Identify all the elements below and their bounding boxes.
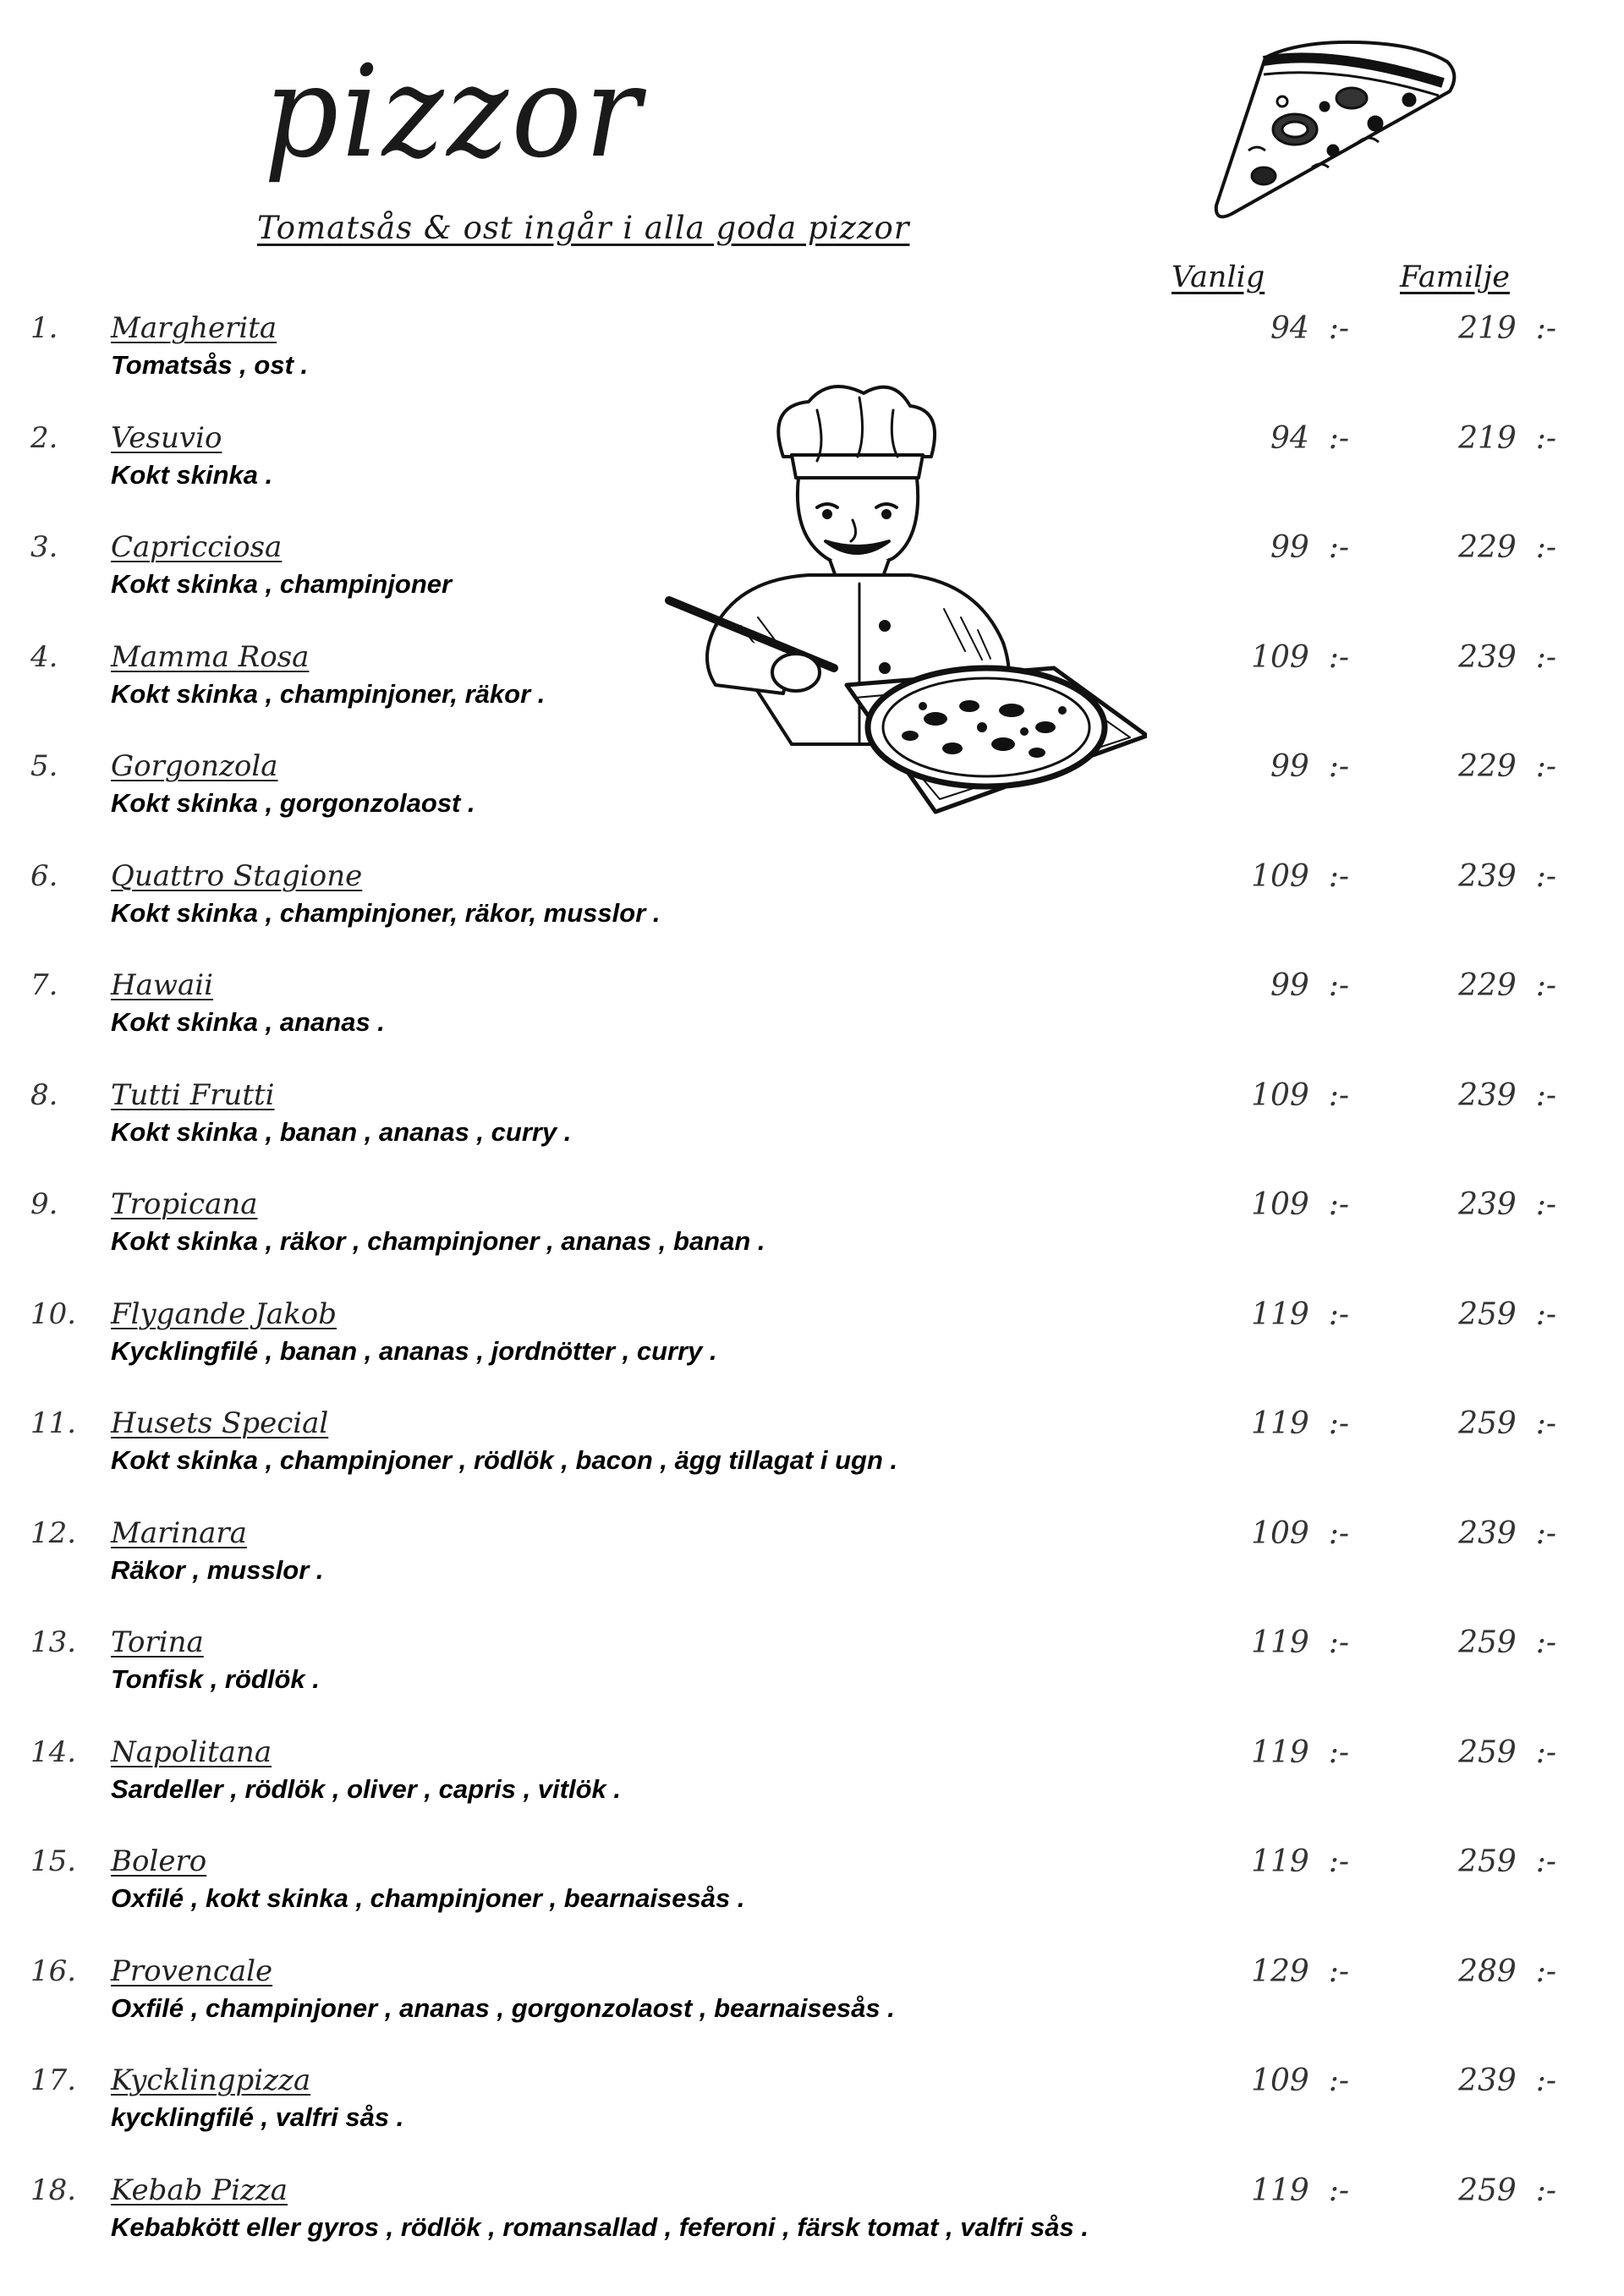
- price-regular: 109 :-: [1251, 1077, 1349, 1113]
- item-number: 16.: [30, 1954, 77, 1988]
- price-regular: 119 :-: [1251, 2173, 1349, 2208]
- item-number: 3.: [30, 530, 58, 564]
- item-description: Oxfilé , champinjoner , ananas , gorgonzolaost , bearnaisesås .: [111, 1992, 895, 2023]
- price-family: 259 :-: [1458, 1844, 1556, 1879]
- item-name: Torina: [111, 1625, 204, 1659]
- page-subtitle: Tomatsås & ost ingår i alla goda pizzor: [257, 210, 910, 246]
- price-regular: 99 :-: [1270, 530, 1349, 565]
- column-header-regular: Vanlig: [1171, 260, 1265, 294]
- menu-item: [0, 640, 1624, 750]
- item-name: Tutti Frutti: [111, 1077, 275, 1112]
- menu-item: [0, 1625, 1624, 1735]
- item-description: Kokt skinka , banan , ananas , curry .: [111, 1116, 572, 1147]
- price-family: 219 :-: [1458, 311, 1556, 346]
- price-family: 259 :-: [1458, 1406, 1556, 1441]
- item-number: 12.: [30, 1515, 77, 1550]
- item-name: Tropicana: [111, 1187, 258, 1221]
- price-regular: 109 :-: [1251, 2063, 1349, 2098]
- item-number: 10.: [30, 1296, 77, 1331]
- item-description: Kebabkött eller gyros , rödlök , romansallad , feferoni , färsk tomat , valfri sås .: [111, 2211, 1089, 2242]
- menu-item: [0, 1406, 1624, 1516]
- price-family: 229 :-: [1458, 749, 1556, 784]
- item-name: Husets Special: [111, 1406, 329, 1440]
- column-header-family: Familje: [1400, 260, 1510, 294]
- price-family: 289 :-: [1458, 1954, 1556, 1989]
- price-regular: 99 :-: [1270, 968, 1349, 1003]
- menu-item: [0, 421, 1624, 531]
- menu-item: [0, 1297, 1624, 1407]
- item-number: 5.: [30, 749, 58, 783]
- item-description: Räkor , musslor .: [111, 1554, 324, 1585]
- price-regular: 119 :-: [1251, 1296, 1349, 1332]
- price-regular: 99 :-: [1270, 749, 1349, 784]
- menu-item: [0, 1187, 1624, 1297]
- price-regular: 109 :-: [1251, 1515, 1349, 1551]
- item-description: Kokt skinka , champinjoner , rödlök , bacon , ägg tillagat i ugn .: [111, 1445, 898, 1475]
- menu-item: [0, 1844, 1624, 1954]
- item-name: Provencale: [111, 1954, 273, 1988]
- price-family: 239 :-: [1458, 1515, 1556, 1551]
- menu-item: [0, 1735, 1624, 1845]
- item-description: Tonfisk , rödlök .: [111, 1664, 320, 1694]
- item-number: 18.: [30, 2173, 77, 2207]
- menu-item: [0, 1078, 1624, 1188]
- page-title: pizzor: [264, 39, 645, 186]
- menu-item: [0, 968, 1624, 1078]
- item-description: Kokt skinka , gorgonzolaost .: [111, 788, 475, 818]
- price-regular: 109 :-: [1251, 858, 1349, 894]
- price-family: 229 :-: [1458, 968, 1556, 1003]
- menu-item: [0, 311, 1624, 421]
- item-number: 1.: [30, 311, 58, 345]
- price-regular: 119 :-: [1251, 1844, 1349, 1879]
- price-regular: 94 :-: [1270, 311, 1349, 346]
- item-number: 4.: [30, 639, 58, 674]
- price-family: 259 :-: [1458, 1625, 1556, 1660]
- item-name: Vesuvio: [111, 420, 222, 455]
- item-description: Sardeller , rödlök , oliver , capris , vitlök .: [111, 1773, 622, 1804]
- item-number: 17.: [30, 2063, 77, 2097]
- price-regular: 129 :-: [1251, 1954, 1349, 1989]
- item-number: 6.: [30, 858, 58, 893]
- price-regular: 109 :-: [1251, 639, 1349, 675]
- item-name: Mamma Rosa: [111, 639, 310, 674]
- item-number: 7.: [30, 968, 58, 1002]
- price-regular: 119 :-: [1251, 1734, 1349, 1770]
- price-family: 239 :-: [1458, 2063, 1556, 2098]
- item-number: 14.: [30, 1734, 77, 1769]
- price-family: 259 :-: [1458, 1734, 1556, 1770]
- item-name: Gorgonzola: [111, 749, 278, 783]
- item-name: Napolitana: [111, 1734, 272, 1769]
- item-name: Kycklingpizza: [111, 2063, 311, 2097]
- item-number: 8.: [30, 1077, 58, 1112]
- item-description: Kokt skinka , ananas .: [111, 1007, 385, 1037]
- item-number: 9.: [30, 1187, 58, 1221]
- pizza-menu-list: [0, 311, 1624, 2282]
- item-description: Kokt skinka .: [111, 459, 273, 490]
- pizza-slice-illustration: [1164, 24, 1485, 252]
- item-name: Quattro Stagione: [111, 858, 363, 893]
- item-description: Tomatsås , ost .: [111, 350, 309, 380]
- item-name: Capricciosa: [111, 530, 283, 564]
- price-family: 239 :-: [1458, 858, 1556, 894]
- item-description: Kokt skinka , champinjoner: [111, 569, 453, 599]
- price-regular: 109 :-: [1251, 1187, 1349, 1222]
- menu-item: [0, 2173, 1624, 2283]
- price-family: 229 :-: [1458, 530, 1556, 565]
- item-name: Flygande Jakob: [111, 1296, 337, 1331]
- menu-item: [0, 1954, 1624, 2064]
- price-regular: 119 :-: [1251, 1625, 1349, 1660]
- item-description: Oxfilé , kokt skinka , champinjoner , bearnaisesås .: [111, 1883, 745, 1913]
- item-name: Marinara: [111, 1515, 247, 1550]
- item-description: Kokt skinka , champinjoner, räkor, musslor .: [111, 897, 661, 928]
- price-family: 239 :-: [1458, 1077, 1556, 1113]
- price-family: 239 :-: [1458, 639, 1556, 675]
- item-name: Hawaii: [111, 968, 214, 1002]
- item-number: 11.: [30, 1406, 77, 1440]
- item-number: 2.: [30, 420, 58, 455]
- item-number: 13.: [30, 1625, 77, 1659]
- price-regular: 94 :-: [1270, 420, 1349, 456]
- item-description: kycklingfilé , valfri sås .: [111, 2102, 404, 2132]
- item-description: Kokt skinka , champinjoner, räkor .: [111, 678, 546, 709]
- menu-item: [0, 2063, 1624, 2173]
- menu-item: [0, 1516, 1624, 1626]
- item-description: Kycklingfilé , banan , ananas , jordnötter , curry .: [111, 1335, 717, 1366]
- price-family: 259 :-: [1458, 1296, 1556, 1332]
- menu-item: [0, 749, 1624, 859]
- price-family: 259 :-: [1458, 2173, 1556, 2208]
- item-number: 15.: [30, 1844, 77, 1878]
- item-name: Bolero: [111, 1844, 207, 1878]
- item-name: Kebab Pizza: [111, 2173, 288, 2207]
- menu-item: [0, 859, 1624, 969]
- item-description: Kokt skinka , räkor , champinjoner , ananas , banan .: [111, 1226, 765, 1256]
- menu-item: [0, 530, 1624, 640]
- price-family: 239 :-: [1458, 1187, 1556, 1222]
- price-regular: 119 :-: [1251, 1406, 1349, 1441]
- item-name: Margherita: [111, 311, 277, 345]
- price-family: 219 :-: [1458, 420, 1556, 456]
